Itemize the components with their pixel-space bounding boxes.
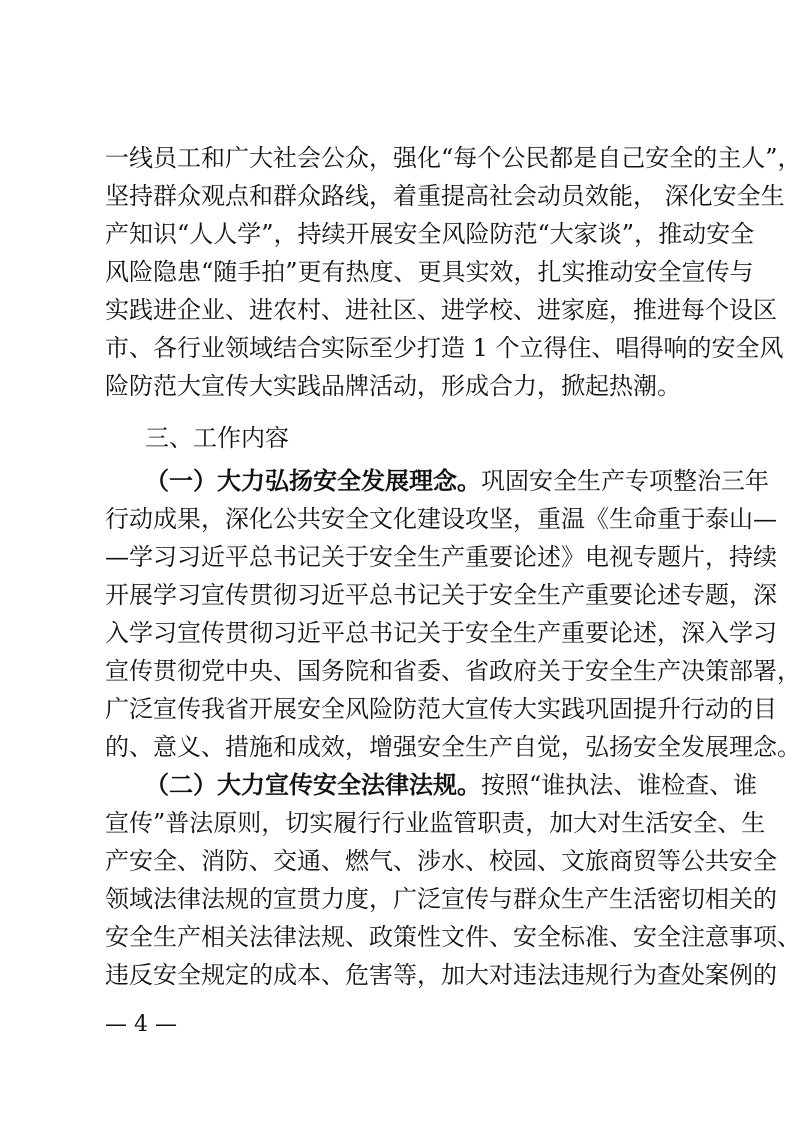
text-line: —学习习近平总书记关于安全生产重要论述》电视专题片，持续: [105, 543, 777, 571]
text-line: 风险隐患“随手拍”更有热度、更具实效，扎实推动安全宣传与: [105, 258, 754, 286]
text-line: 的、意义、措施和成效，增强安全生产自觉，弘扬安全发展理念。: [105, 733, 801, 761]
item-heading: （二）大力宣传安全法律法规。: [145, 770, 481, 799]
text-line: 领域法律法规的宣贯力度，广泛宣传与群众生产生活密切相关的: [105, 885, 777, 913]
text-line: 市、各行业领域结合实际至少打造 1 个立得住、唱得响的安全风: [105, 334, 784, 362]
text-line: 入学习宣传贯彻习近平总书记关于安全生产重要论述，深入学习: [105, 619, 777, 647]
item-heading: （一）大力弘扬安全发展理念。: [145, 466, 481, 495]
page-number: — 4 —: [105, 1012, 177, 1037]
paragraph-first-line: （二）大力宣传安全法律法规。按照“谁执法、谁检查、谁: [145, 770, 758, 799]
text-line: 险防范大宣传大实践品牌活动，形成合力，掀起热潮。: [105, 372, 681, 400]
text-line: 广泛宣传我省开展安全风险防范大宣传大实践巩固提升行动的目: [105, 695, 777, 723]
text-line: 行动成果，深化公共安全文化建设攻坚，重温《生命重于泰山—: [105, 505, 777, 533]
text-line: 产知识“人人学”，持续开展安全风险防范“大家谈”，推动安全: [105, 220, 755, 248]
paragraph-first-line: （一）大力弘扬安全发展理念。巩固安全生产专项整治三年: [145, 466, 769, 495]
text-line: 产安全、消防、交通、燃气、涉水、校园、文旅商贸等公共安全: [105, 847, 777, 875]
text-line: 宣传贯彻党中央、国务院和省委、省政府关于安全生产决策部署，: [105, 657, 801, 685]
text-line: 违反安全规定的成本、危害等，加大对违法违规行为查处案例的: [105, 961, 777, 989]
text-line: 坚持群众观点和群众路线，着重提高社会动员效能， 深化安全生: [105, 182, 785, 210]
text-line: 一线员工和广大社会公众，强化“每个公民都是自己安全的主人”，: [105, 144, 802, 172]
text-line: 开展学习宣传贯彻习近平总书记关于安全生产重要论述专题，深: [105, 581, 777, 609]
text-line: 实践进企业、进农村、进社区、进学校、进家庭，推进每个设区: [105, 296, 777, 324]
text-line: 宣传”普法原则，切实履行行业监管职责，加大对生活安全、生: [105, 809, 766, 837]
section-heading: 三、工作内容: [145, 424, 289, 452]
text-line: 安全生产相关法律法规、政策性文件、安全标准、安全注意事项、: [105, 923, 801, 951]
